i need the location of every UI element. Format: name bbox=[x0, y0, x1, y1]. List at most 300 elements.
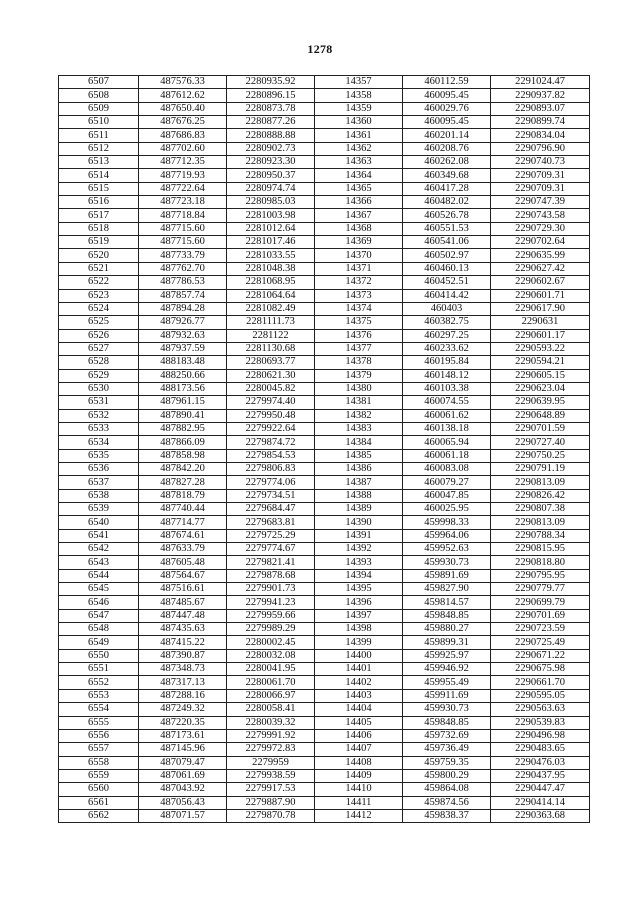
cell-point-id-right: 14363 bbox=[315, 156, 403, 169]
table-row bbox=[59, 102, 590, 115]
cell-x-right: 460452.51 bbox=[403, 276, 491, 289]
cell-x-right: 460460.13 bbox=[403, 262, 491, 275]
cell-y-left: 2279917.53 bbox=[227, 783, 315, 796]
cell-point-id-right: 14397 bbox=[315, 609, 403, 622]
cell-y-right: 2290601.71 bbox=[491, 289, 590, 302]
table-row bbox=[59, 503, 590, 516]
cell-x-left: 487937.59 bbox=[139, 342, 227, 355]
cell-x-left: 487718.84 bbox=[139, 209, 227, 222]
cell-y-left: 2281082.49 bbox=[227, 302, 315, 315]
cell-x-right: 460414.42 bbox=[403, 289, 491, 302]
cell-x-left: 487786.53 bbox=[139, 276, 227, 289]
cell-point-id-left: 6508 bbox=[59, 89, 139, 102]
cell-point-id-right: 14365 bbox=[315, 182, 403, 195]
cell-point-id-left: 6531 bbox=[59, 396, 139, 409]
cell-point-id-left: 6546 bbox=[59, 596, 139, 609]
cell-x-left: 487714.77 bbox=[139, 516, 227, 529]
cell-point-id-left: 6542 bbox=[59, 543, 139, 556]
cell-point-id-left: 6551 bbox=[59, 663, 139, 676]
cell-x-left: 487576.33 bbox=[139, 76, 227, 89]
cell-x-left: 487740.44 bbox=[139, 503, 227, 516]
cell-x-left: 488250.66 bbox=[139, 369, 227, 382]
cell-y-left: 2280923.30 bbox=[227, 156, 315, 169]
cell-y-right: 2290702.64 bbox=[491, 236, 590, 249]
cell-point-id-right: 14378 bbox=[315, 356, 403, 369]
cell-y-left: 2279874.72 bbox=[227, 436, 315, 449]
cell-point-id-right: 14402 bbox=[315, 676, 403, 689]
cell-y-left: 2280066.97 bbox=[227, 689, 315, 702]
cell-x-right: 460541.06 bbox=[403, 236, 491, 249]
cell-y-right: 2290813.09 bbox=[491, 516, 590, 529]
cell-y-right: 2290635.99 bbox=[491, 249, 590, 262]
cell-point-id-left: 6548 bbox=[59, 623, 139, 636]
cell-y-right: 2290601.17 bbox=[491, 329, 590, 342]
cell-x-right: 459964.06 bbox=[403, 529, 491, 542]
cell-y-right: 2290788.34 bbox=[491, 529, 590, 542]
cell-point-id-right: 14392 bbox=[315, 543, 403, 556]
cell-x-right: 460262.08 bbox=[403, 156, 491, 169]
cell-x-left: 487220.35 bbox=[139, 716, 227, 729]
cell-x-left: 487858.98 bbox=[139, 449, 227, 462]
cell-x-left: 487882.95 bbox=[139, 422, 227, 435]
cell-y-right: 2290937.82 bbox=[491, 89, 590, 102]
cell-point-id-right: 14399 bbox=[315, 636, 403, 649]
cell-x-right: 460079.27 bbox=[403, 476, 491, 489]
cell-y-right: 2290661.70 bbox=[491, 676, 590, 689]
cell-point-id-right: 14376 bbox=[315, 329, 403, 342]
cell-x-right: 460201.14 bbox=[403, 129, 491, 142]
cell-y-right: 2290796.90 bbox=[491, 142, 590, 155]
cell-y-left: 2279725.29 bbox=[227, 529, 315, 542]
cell-y-right: 2290648.89 bbox=[491, 409, 590, 422]
table-row bbox=[59, 276, 590, 289]
cell-x-left: 487485.67 bbox=[139, 596, 227, 609]
cell-y-right: 2290709.31 bbox=[491, 182, 590, 195]
cell-y-right: 2290483.65 bbox=[491, 743, 590, 756]
cell-x-left: 487818.79 bbox=[139, 489, 227, 502]
table-row bbox=[59, 422, 590, 435]
cell-x-left: 487516.61 bbox=[139, 583, 227, 596]
table-row bbox=[59, 476, 590, 489]
cell-point-id-right: 14393 bbox=[315, 556, 403, 569]
table-row bbox=[59, 462, 590, 475]
cell-y-right: 2290815.95 bbox=[491, 543, 590, 556]
cell-y-right: 2290623.04 bbox=[491, 382, 590, 395]
cell-point-id-left: 6528 bbox=[59, 356, 139, 369]
cell-x-right: 460138.18 bbox=[403, 422, 491, 435]
cell-y-left: 2279901.73 bbox=[227, 583, 315, 596]
table-row bbox=[59, 369, 590, 382]
cell-y-right: 2290740.73 bbox=[491, 156, 590, 169]
cell-x-right: 459925.97 bbox=[403, 649, 491, 662]
cell-y-left: 2280902.73 bbox=[227, 142, 315, 155]
cell-point-id-right: 14400 bbox=[315, 649, 403, 662]
cell-y-left: 2279870.78 bbox=[227, 809, 315, 822]
cell-y-left: 2279989.29 bbox=[227, 623, 315, 636]
cell-x-right: 460195.84 bbox=[403, 356, 491, 369]
cell-x-right: 459930.73 bbox=[403, 703, 491, 716]
cell-point-id-right: 14383 bbox=[315, 422, 403, 435]
cell-point-id-right: 14410 bbox=[315, 783, 403, 796]
table-row bbox=[59, 449, 590, 462]
cell-x-right: 459880.27 bbox=[403, 623, 491, 636]
table-row bbox=[59, 76, 590, 89]
cell-y-left: 2279821.41 bbox=[227, 556, 315, 569]
cell-y-right: 2291024.47 bbox=[491, 76, 590, 89]
cell-point-id-left: 6527 bbox=[59, 342, 139, 355]
cell-point-id-right: 14394 bbox=[315, 569, 403, 582]
cell-y-right: 2290617.90 bbox=[491, 302, 590, 315]
cell-point-id-left: 6522 bbox=[59, 276, 139, 289]
cell-x-right: 460233.62 bbox=[403, 342, 491, 355]
cell-point-id-right: 14372 bbox=[315, 276, 403, 289]
cell-point-id-right: 14384 bbox=[315, 436, 403, 449]
cell-y-right: 2290750.25 bbox=[491, 449, 590, 462]
cell-x-right: 459827.90 bbox=[403, 583, 491, 596]
cell-point-id-left: 6516 bbox=[59, 196, 139, 209]
cell-point-id-right: 14404 bbox=[315, 703, 403, 716]
table-row bbox=[59, 543, 590, 556]
cell-point-id-right: 14364 bbox=[315, 169, 403, 182]
table-row bbox=[59, 356, 590, 369]
cell-x-left: 487676.25 bbox=[139, 116, 227, 129]
page-number: 1278 bbox=[307, 42, 333, 56]
table-row bbox=[59, 302, 590, 315]
cell-y-left: 2280002.45 bbox=[227, 636, 315, 649]
cell-x-left: 487722.64 bbox=[139, 182, 227, 195]
cell-point-id-left: 6562 bbox=[59, 809, 139, 822]
cell-point-id-left: 6559 bbox=[59, 769, 139, 782]
cell-point-id-right: 14377 bbox=[315, 342, 403, 355]
cell-y-right: 2290675.98 bbox=[491, 663, 590, 676]
cell-y-right: 2290747.39 bbox=[491, 196, 590, 209]
cell-y-right: 2290363.68 bbox=[491, 809, 590, 822]
cell-point-id-right: 14368 bbox=[315, 222, 403, 235]
cell-point-id-left: 6543 bbox=[59, 556, 139, 569]
table-row bbox=[59, 129, 590, 142]
cell-x-right: 459946.92 bbox=[403, 663, 491, 676]
cell-x-right: 460047.85 bbox=[403, 489, 491, 502]
cell-y-left: 2281122 bbox=[227, 329, 315, 342]
cell-x-right: 460025.95 bbox=[403, 503, 491, 516]
table-row bbox=[59, 489, 590, 502]
cell-y-left: 2279922.64 bbox=[227, 422, 315, 435]
cell-x-right: 460095.45 bbox=[403, 116, 491, 129]
cell-y-right: 2290699.79 bbox=[491, 596, 590, 609]
cell-y-left: 2280041.95 bbox=[227, 663, 315, 676]
cell-y-left: 2280045.82 bbox=[227, 382, 315, 395]
cell-x-right: 460061.62 bbox=[403, 409, 491, 422]
cell-point-id-left: 6514 bbox=[59, 169, 139, 182]
table-row bbox=[59, 169, 590, 182]
cell-point-id-right: 14381 bbox=[315, 396, 403, 409]
cell-point-id-left: 6511 bbox=[59, 129, 139, 142]
cell-point-id-right: 14361 bbox=[315, 129, 403, 142]
cell-y-left: 2280950.37 bbox=[227, 169, 315, 182]
cell-y-left: 2281003.98 bbox=[227, 209, 315, 222]
cell-point-id-right: 14367 bbox=[315, 209, 403, 222]
cell-point-id-left: 6521 bbox=[59, 262, 139, 275]
cell-y-right: 2290729.30 bbox=[491, 222, 590, 235]
cell-y-left: 2280877.26 bbox=[227, 116, 315, 129]
cell-x-left: 487071.57 bbox=[139, 809, 227, 822]
cell-y-right: 2290899.74 bbox=[491, 116, 590, 129]
table-row bbox=[59, 236, 590, 249]
table-row bbox=[59, 716, 590, 729]
cell-point-id-right: 14359 bbox=[315, 102, 403, 115]
cell-point-id-left: 6540 bbox=[59, 516, 139, 529]
table-row bbox=[59, 329, 590, 342]
cell-point-id-right: 14408 bbox=[315, 756, 403, 769]
cell-x-left: 487866.09 bbox=[139, 436, 227, 449]
cell-x-left: 487633.79 bbox=[139, 543, 227, 556]
cell-y-right: 2290893.07 bbox=[491, 102, 590, 115]
cell-x-left: 487674.61 bbox=[139, 529, 227, 542]
table-row bbox=[59, 382, 590, 395]
cell-y-left: 2280896.15 bbox=[227, 89, 315, 102]
table-row bbox=[59, 209, 590, 222]
table-row bbox=[59, 396, 590, 409]
cell-point-id-right: 14412 bbox=[315, 809, 403, 822]
cell-point-id-right: 14391 bbox=[315, 529, 403, 542]
cell-x-left: 487857.74 bbox=[139, 289, 227, 302]
cell-y-right: 2290725.49 bbox=[491, 636, 590, 649]
cell-x-left: 487712.35 bbox=[139, 156, 227, 169]
table-row bbox=[59, 196, 590, 209]
table-row bbox=[59, 556, 590, 569]
cell-y-right: 2290631 bbox=[491, 316, 590, 329]
cell-x-left: 487435.63 bbox=[139, 623, 227, 636]
table-row bbox=[59, 89, 590, 102]
table-row bbox=[59, 796, 590, 809]
cell-point-id-right: 14406 bbox=[315, 729, 403, 742]
cell-x-right: 459732.69 bbox=[403, 729, 491, 742]
cell-point-id-left: 6515 bbox=[59, 182, 139, 195]
cell-x-left: 487079.47 bbox=[139, 756, 227, 769]
cell-y-left: 2279684.47 bbox=[227, 503, 315, 516]
cell-y-left: 2280032.08 bbox=[227, 649, 315, 662]
table-row bbox=[59, 116, 590, 129]
cell-point-id-right: 14409 bbox=[315, 769, 403, 782]
cell-point-id-right: 14379 bbox=[315, 369, 403, 382]
cell-point-id-right: 14386 bbox=[315, 462, 403, 475]
cell-y-left: 2281130.68 bbox=[227, 342, 315, 355]
table-row bbox=[59, 436, 590, 449]
cell-x-left: 487650.40 bbox=[139, 102, 227, 115]
cell-y-left: 2279938.59 bbox=[227, 769, 315, 782]
table-row bbox=[59, 676, 590, 689]
table-row bbox=[59, 756, 590, 769]
cell-y-right: 2290709.31 bbox=[491, 169, 590, 182]
cell-x-right: 460029.76 bbox=[403, 102, 491, 115]
cell-y-left: 2279950.48 bbox=[227, 409, 315, 422]
table-row bbox=[59, 769, 590, 782]
cell-y-left: 2279959 bbox=[227, 756, 315, 769]
table-row bbox=[59, 649, 590, 662]
cell-y-right: 2290639.95 bbox=[491, 396, 590, 409]
cell-x-right: 460103.38 bbox=[403, 382, 491, 395]
table-row bbox=[59, 583, 590, 596]
cell-point-id-left: 6509 bbox=[59, 102, 139, 115]
cell-y-left: 2281017.46 bbox=[227, 236, 315, 249]
table-row bbox=[59, 596, 590, 609]
cell-x-left: 487932.63 bbox=[139, 329, 227, 342]
cell-x-left: 487061.69 bbox=[139, 769, 227, 782]
cell-y-left: 2279972.83 bbox=[227, 743, 315, 756]
table-row bbox=[59, 156, 590, 169]
cell-y-right: 2290593.22 bbox=[491, 342, 590, 355]
cell-y-right: 2290701.69 bbox=[491, 609, 590, 622]
cell-x-left: 487890.41 bbox=[139, 409, 227, 422]
cell-y-left: 2281033.55 bbox=[227, 249, 315, 262]
cell-y-left: 2280039.32 bbox=[227, 716, 315, 729]
cell-y-left: 2281048.38 bbox=[227, 262, 315, 275]
cell-y-right: 2290605.15 bbox=[491, 369, 590, 382]
cell-x-left: 487842.20 bbox=[139, 462, 227, 475]
cell-x-left: 487719.93 bbox=[139, 169, 227, 182]
cell-point-id-left: 6545 bbox=[59, 583, 139, 596]
cell-x-right: 460382.75 bbox=[403, 316, 491, 329]
cell-y-right: 2290834.04 bbox=[491, 129, 590, 142]
cell-y-right: 2290779.77 bbox=[491, 583, 590, 596]
table-row bbox=[59, 689, 590, 702]
cell-point-id-left: 6533 bbox=[59, 422, 139, 435]
cell-point-id-right: 14398 bbox=[315, 623, 403, 636]
cell-point-id-left: 6556 bbox=[59, 729, 139, 742]
cell-x-left: 487702.60 bbox=[139, 142, 227, 155]
cell-point-id-right: 14375 bbox=[315, 316, 403, 329]
cell-point-id-left: 6539 bbox=[59, 503, 139, 516]
cell-x-right: 459848.85 bbox=[403, 609, 491, 622]
table-row bbox=[59, 743, 590, 756]
table-row bbox=[59, 609, 590, 622]
cell-y-right: 2290447.47 bbox=[491, 783, 590, 796]
cell-x-right: 460417.28 bbox=[403, 182, 491, 195]
cell-y-right: 2290826.42 bbox=[491, 489, 590, 502]
cell-point-id-right: 14387 bbox=[315, 476, 403, 489]
cell-x-right: 460074.55 bbox=[403, 396, 491, 409]
cell-y-left: 2279959.66 bbox=[227, 609, 315, 622]
cell-x-left: 487348.73 bbox=[139, 663, 227, 676]
cell-point-id-right: 14382 bbox=[315, 409, 403, 422]
cell-x-right: 460551.53 bbox=[403, 222, 491, 235]
cell-y-left: 2281111.73 bbox=[227, 316, 315, 329]
cell-y-right: 2290795.95 bbox=[491, 569, 590, 582]
cell-y-right: 2290563.63 bbox=[491, 703, 590, 716]
cell-point-id-left: 6561 bbox=[59, 796, 139, 809]
cell-y-right: 2290602.67 bbox=[491, 276, 590, 289]
cell-point-id-left: 6555 bbox=[59, 716, 139, 729]
cell-x-left: 487612.62 bbox=[139, 89, 227, 102]
cell-y-right: 2290743.58 bbox=[491, 209, 590, 222]
cell-point-id-left: 6536 bbox=[59, 462, 139, 475]
cell-y-right: 2290807.38 bbox=[491, 503, 590, 516]
cell-x-right: 460403 bbox=[403, 302, 491, 315]
cell-y-left: 2280058.41 bbox=[227, 703, 315, 716]
cell-x-left: 487715.60 bbox=[139, 236, 227, 249]
cell-point-id-left: 6518 bbox=[59, 222, 139, 235]
cell-y-right: 2290476.03 bbox=[491, 756, 590, 769]
cell-x-right: 459736.49 bbox=[403, 743, 491, 756]
cell-y-right: 2290671.22 bbox=[491, 649, 590, 662]
cell-y-left: 2280974.74 bbox=[227, 182, 315, 195]
cell-y-left: 2279774.06 bbox=[227, 476, 315, 489]
cell-point-id-left: 6517 bbox=[59, 209, 139, 222]
table-row bbox=[59, 289, 590, 302]
cell-point-id-left: 6541 bbox=[59, 529, 139, 542]
cell-point-id-right: 14380 bbox=[315, 382, 403, 395]
cell-point-id-right: 14369 bbox=[315, 236, 403, 249]
cell-point-id-right: 14388 bbox=[315, 489, 403, 502]
cell-x-right: 459952.63 bbox=[403, 543, 491, 556]
cell-x-right: 459800.29 bbox=[403, 769, 491, 782]
cell-y-left: 2280888.88 bbox=[227, 129, 315, 142]
cell-x-left: 487145.96 bbox=[139, 743, 227, 756]
cell-point-id-left: 6550 bbox=[59, 649, 139, 662]
cell-x-left: 487733.79 bbox=[139, 249, 227, 262]
cell-y-right: 2290595.05 bbox=[491, 689, 590, 702]
cell-x-right: 460095.45 bbox=[403, 89, 491, 102]
cell-y-left: 2280873.78 bbox=[227, 102, 315, 115]
cell-x-right: 459759.35 bbox=[403, 756, 491, 769]
table-row bbox=[59, 262, 590, 275]
cell-point-id-right: 14395 bbox=[315, 583, 403, 596]
cell-x-right: 459891.69 bbox=[403, 569, 491, 582]
cell-x-left: 487686.83 bbox=[139, 129, 227, 142]
cell-point-id-left: 6525 bbox=[59, 316, 139, 329]
cell-x-right: 459930.73 bbox=[403, 556, 491, 569]
cell-y-right: 2290627.42 bbox=[491, 262, 590, 275]
cell-point-id-right: 14390 bbox=[315, 516, 403, 529]
cell-x-right: 459955.49 bbox=[403, 676, 491, 689]
cell-x-left: 487415.22 bbox=[139, 636, 227, 649]
cell-y-left: 2281068.95 bbox=[227, 276, 315, 289]
table-row bbox=[59, 809, 590, 822]
cell-y-right: 2290594.21 bbox=[491, 356, 590, 369]
cell-x-left: 487827.28 bbox=[139, 476, 227, 489]
cell-x-left: 487715.60 bbox=[139, 222, 227, 235]
cell-x-left: 487056.43 bbox=[139, 796, 227, 809]
cell-x-left: 487447.48 bbox=[139, 609, 227, 622]
cell-y-left: 2281012.64 bbox=[227, 222, 315, 235]
cell-x-left: 488173.56 bbox=[139, 382, 227, 395]
cell-point-id-left: 6557 bbox=[59, 743, 139, 756]
cell-y-left: 2279974.40 bbox=[227, 396, 315, 409]
cell-y-right: 2290414.14 bbox=[491, 796, 590, 809]
cell-x-left: 487926.77 bbox=[139, 316, 227, 329]
cell-point-id-left: 6529 bbox=[59, 369, 139, 382]
cell-x-left: 487762.70 bbox=[139, 262, 227, 275]
cell-y-left: 2280985.03 bbox=[227, 196, 315, 209]
cell-point-id-left: 6554 bbox=[59, 703, 139, 716]
cell-x-left: 487564.67 bbox=[139, 569, 227, 582]
cell-y-left: 2279683.81 bbox=[227, 516, 315, 529]
cell-x-left: 487961.15 bbox=[139, 396, 227, 409]
cell-point-id-right: 14389 bbox=[315, 503, 403, 516]
cell-x-left: 487288.16 bbox=[139, 689, 227, 702]
cell-point-id-right: 14366 bbox=[315, 196, 403, 209]
cell-point-id-right: 14371 bbox=[315, 262, 403, 275]
cell-y-left: 2279941.23 bbox=[227, 596, 315, 609]
cell-y-right: 2290727.40 bbox=[491, 436, 590, 449]
cell-x-right: 460526.78 bbox=[403, 209, 491, 222]
cell-x-left: 487894.28 bbox=[139, 302, 227, 315]
cell-point-id-right: 14358 bbox=[315, 89, 403, 102]
cell-point-id-left: 6534 bbox=[59, 436, 139, 449]
cell-x-right: 460349.68 bbox=[403, 169, 491, 182]
cell-x-right: 460061.18 bbox=[403, 449, 491, 462]
table-row bbox=[59, 409, 590, 422]
